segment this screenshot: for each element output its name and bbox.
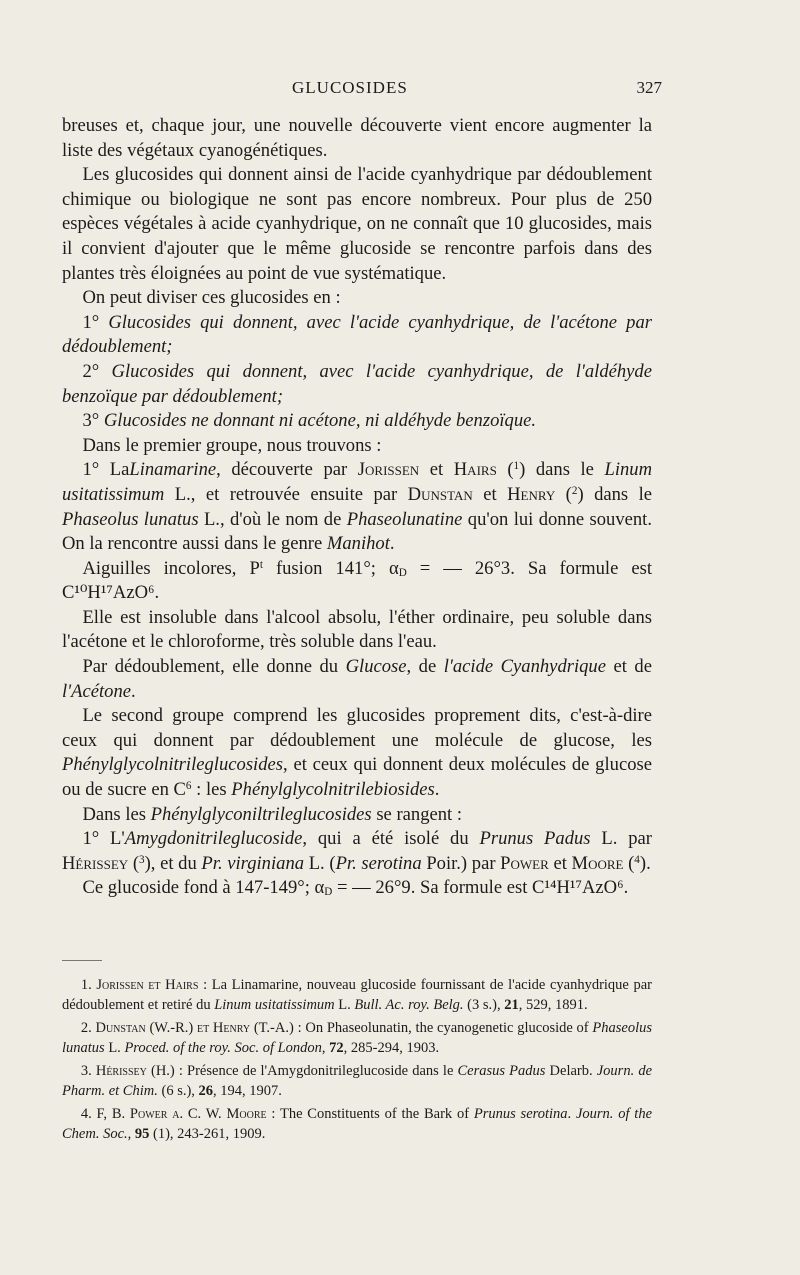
- footnote: 4. F, B. Power a. C. W. Moore : The Constituents of the Bark of Prunus serotina. Journ. of the Chem. Soc., 95 (1), 243-261, 1909.: [62, 1106, 653, 1142]
- paragraph: Aiguilles incolores, $P^t$ fusion 141°; $\alpha_D$ = — 26°3. Sa formule est C¹⁰H¹⁷AzO⁶.: [62, 557, 652, 604]
- footnotes: [62, 975, 652, 1147]
- footnote: 3. Hérissey (H.) : Présence de l'Amygdonitrileglucoside dans le Cerasus Padus Delarb. Journ. de Pharm. et Chim. (6 s.), 26, 194, 1907.: [62, 1063, 653, 1099]
- paragraph: Ce glucoside fond à 147-149°; $\alpha_D$ = — 26°9. Sa formule est C¹⁴H¹⁷AzO⁶.: [82, 877, 629, 899]
- category-item: 2° Glucosides qui donnent, avec l'acide cyanhydrique, de l'aldéhyde benzoïque par dédoublement;: [62, 360, 652, 407]
- category-item: 3° Glucosides ne donnant ni acétone, ni aldéhyde benzoïque.: [82, 410, 537, 432]
- paragraph: Elle est insoluble dans l'alcool absolu, l'éther ordinaire, peu soluble dans l'acétone et le chloroforme, très soluble dans l'eau.: [62, 606, 652, 653]
- paragraph: On peut diviser ces glucosides en :: [82, 287, 341, 309]
- chemical-formula: C¹⁰H¹⁷AzO⁶.: [62, 582, 160, 604]
- body-text: [62, 114, 652, 901]
- amygdonitrile-entry: 1° L'Amygdonitrileglucoside, qui a été isolé du Prunus Padus L. par Hérissey ($^3$), et du Pr. virginiana L. (Pr. serotina Poir.) par Power et Moore ($^4$).: [62, 828, 652, 874]
- linamarine-entry: 1° LaLinamarine, découverte par Jorissen et Hairs ($^1$) dans le Linum usitatissimum L., et retrouvée ensuite par Dunstan et Henry ($^2$) dans le Phaseolus lunatus L., d'où le nom de Phaseolunatine qu'on lui donne souvent. On la rencontre aussi dans le genre Manihot.: [62, 459, 653, 555]
- paragraph: breuses et, chaque jour, une nouvelle découverte vient encore augmenter la liste des végétaux cyanogénétiques.: [62, 115, 652, 161]
- paragraph: Dans les Phénylglyconiltrileglucosides se rangent :: [82, 803, 463, 825]
- footnote-separator: [62, 960, 102, 961]
- footnote: 1. Jorissen et Hairs : La Linamarine, nouveau glucoside fournissant de l'acide cyanhydrique par dédoublement et retiré du Linum usitatissimum L. Bull. Ac. roy. Belg. (3 s.), 21, 529, 1891.: [62, 977, 653, 1013]
- paragraph: Les glucosides qui donnent ainsi de l'acide cyanhydrique par dédoublement chimique ou biologique ne sont pas encore nombreux. Pour plus de 250 espèces végétales à acide cyanhydrique, on ne connaît que 10 glucosides, mais il convient d'ajouter que le même glucoside se rencontre parfois dans des plantes très éloignées au point de vue systématique.: [62, 164, 652, 284]
- chemical-formula: C¹⁴H¹⁷AzO⁶.: [532, 877, 629, 899]
- category-item: 1° Glucosides qui donnent, avec l'acide cyanhydrique, de l'acétone par dédoublement;: [62, 311, 652, 358]
- page-number: 327: [636, 78, 662, 97]
- footnote: 2. Dunstan (W.-R.) et Henry (T.-A.) : On Phaseolunatin, the cyanogenetic glucoside of Phaseolus lunatus L. Proced. of the roy. Soc. of London, 72, 285-294, 1903.: [62, 1020, 652, 1056]
- page-header: [62, 78, 662, 108]
- paragraph: Par dédoublement, elle donne du Glucose, de l'acide Cyanhydrique et de l'Acétone.: [62, 656, 652, 702]
- running-title: GLUCOSIDES: [292, 78, 408, 97]
- paragraph: Dans le premier groupe, nous trouvons :: [82, 434, 382, 456]
- paragraph: Le second groupe comprend les glucosides proprement dits, c'est-à-dire ceux qui donnent par dédoublement une molécule de glucose, les Phénylglycolnitrileglucosides, et ceux qui donnent deux molécules de glucose ou de sucre en $C^6$ : les Phénylglycolnitrilebiosides.: [62, 705, 652, 801]
